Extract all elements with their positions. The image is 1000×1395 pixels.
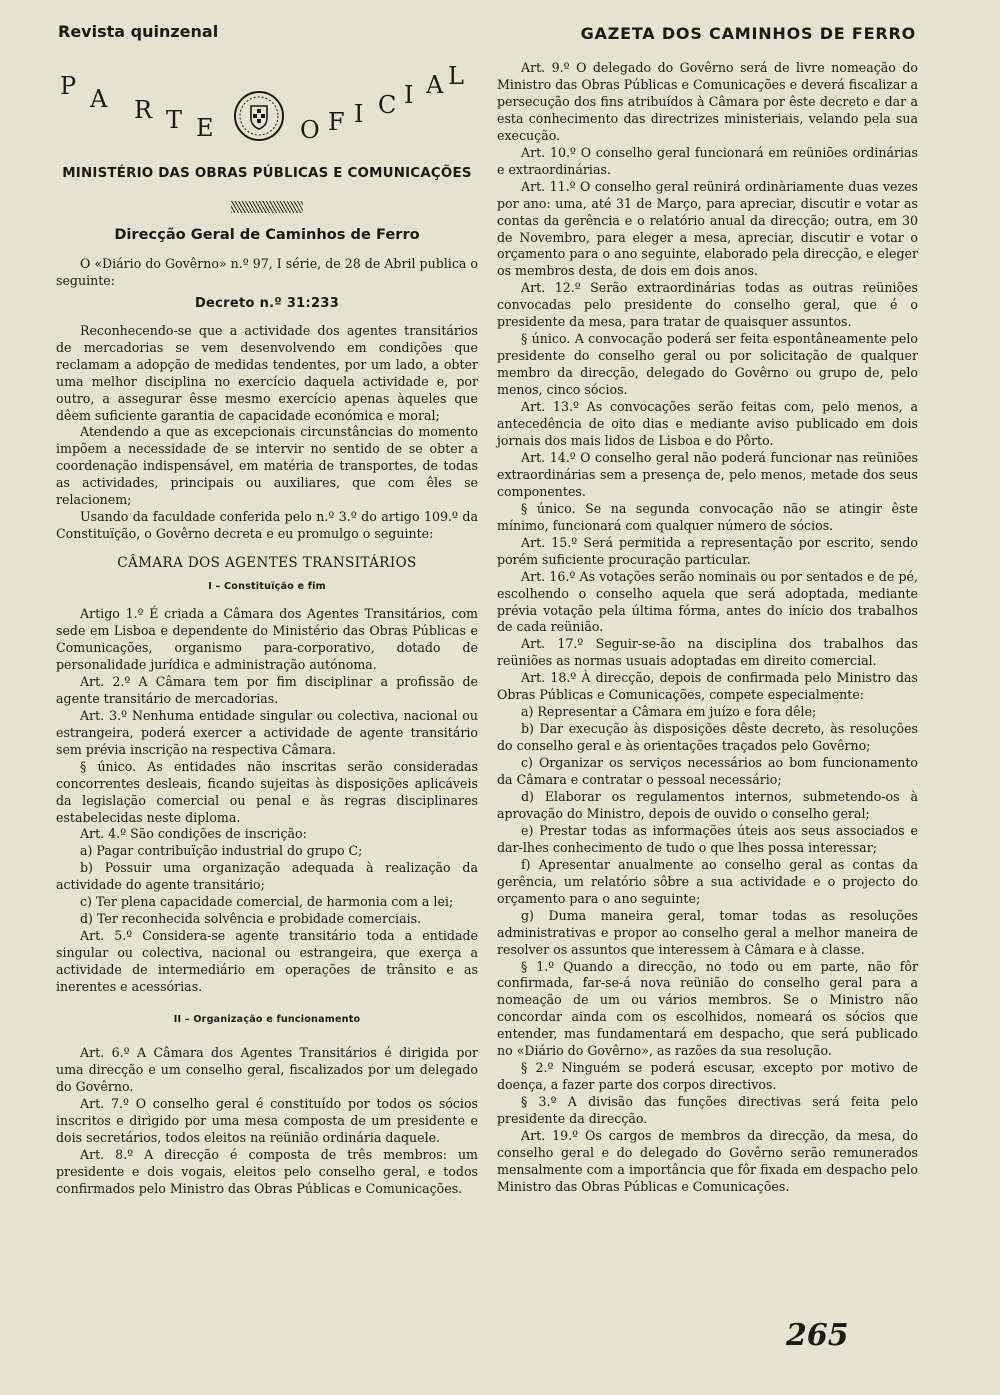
article-paragraph: Art. 17.º Seguir-se-ão na disciplina dos trabalhos das reüniões as normas usuais adoptadas em direito comercial. bbox=[497, 636, 918, 669]
banner-letter: E bbox=[196, 114, 215, 142]
article-paragraph: Art. 10.º O conselho geral funcionará em reüniões ordinárias e extraordinárias. bbox=[497, 144, 918, 177]
running-header-right: GAZETA DOS CAMINHOS DE FERRO bbox=[580, 24, 916, 43]
banner-letter: P bbox=[60, 72, 78, 100]
article-paragraph: Art. 11.º O conselho geral reünirá ordinàriamente duas vezes por ano: uma, até 31 de Março, para apreciar, discutir e votar as contas da gerência e o relatório anual da direcção; outra, em 30 de Novembro, para eleger a mesa, apreciar, discutir e votar o orçamento para o ano seguinte, elaborado pela direcção, e eleger os membros desta, de dois em dois anos. bbox=[497, 178, 918, 279]
article-paragraph: Art. 18.º À direcção, depois de confirmada pelo Ministro das Obras Públicas e Comunicações, compete especialmente: bbox=[497, 670, 918, 703]
hatched-divider bbox=[231, 201, 303, 213]
article-paragraph: d) Ter reconhecida solvência e probidade comerciais. bbox=[80, 911, 422, 927]
banner-letter: C bbox=[378, 91, 398, 119]
article-paragraph: Art. 12.º Serão extraordinárias todas as outras reüniões convocadas pelo presidente do conselho geral, que é o presidente da mesa, para tratar de quaisquer assuntos. bbox=[497, 280, 918, 330]
article-paragraph: Art. 6.º A Câmara dos Agentes Transitários é dirigida por uma direcção e um conselho geral, fiscalizados por um delegado do Govêrno. bbox=[56, 1044, 478, 1094]
banner-letter: A bbox=[426, 71, 445, 99]
ministry-heading: MINISTÉRIO DAS OBRAS PÚBLICAS E COMUNICAÇÕES bbox=[62, 166, 472, 181]
article-paragraph: e) Prestar todas as informações úteis aos seus associados e dar-lhes conhecimento de tudo o que lhes possa interessar; bbox=[497, 822, 918, 855]
preamble-paragraph: Usando da faculdade conferida pelo n.º 3.º do artigo 109.º da Constituïção, o Govêrno decreta e eu promulgo o seguinte: bbox=[56, 509, 478, 542]
banner-letter: F bbox=[328, 108, 346, 136]
article-paragraph: Art. 19.º Os cargos de membros da direcção, da mesa, do conselho geral e do delegado do Govêrno serão remunerados mensalmente com a importância que fôr fixada em despacho pelo Ministro das Obras Públicas e Comunicações. bbox=[497, 1128, 918, 1194]
article-paragraph: Art. 14.º O conselho geral não poderá funcionar nas reüniões extraordinárias sem a presença de, pelo menos, metade dos seus componentes. bbox=[497, 449, 918, 499]
section-heading-2: II – Organização e funcionamento bbox=[173, 1013, 361, 1025]
article-paragraph: Art. 5.º Considera-se agente transitário toda a entidade singular ou colectiva, nacional ou estrangeira, que exerça a actividade de intermediário em operações de trânsito e as inerentes e acessórias. bbox=[56, 928, 478, 995]
article-paragraph: § único. As entidades não inscritas serão consideradas concorrentes desleais, ficando sujeitas às disposições aplicáveis da legislação comercial ou penal e às regras disciplinares estabelecidas neste diploma. bbox=[56, 758, 478, 825]
article-paragraph: c) Ter plena capacidade comercial, de harmonia com a lei; bbox=[80, 894, 454, 910]
banner-letter: I bbox=[354, 100, 365, 128]
banner-letter: T bbox=[166, 106, 184, 134]
article-paragraph: Art. 3.º Nenhuma entidade singular ou colectiva, nacional ou estrangeira, poderá exercer a actividade de agente transitário sem prévia inscrição na respectiva Câmara. bbox=[56, 707, 478, 757]
article-paragraph: c) Organizar os serviços necessários ao bom funcionamento da Câmara e contratar o pessoal necessário; bbox=[497, 755, 918, 788]
article-paragraph: Art. 4.º São condições de inscrição: bbox=[80, 826, 307, 842]
section-heading-1: I – Constituïção e fim bbox=[208, 581, 326, 593]
article-paragraph: Art. 13.º As convocações serão feitas com, pelo menos, a antecedência de oito dias e mediante aviso publicado em dois jornais dos mais lidos de Lisboa e do Pôrto. bbox=[497, 399, 918, 448]
right-column bbox=[497, 60, 918, 1196]
article-paragraph: § 1.º Quando a direcção, no todo ou em parte, não fôr confirmada, far-se-á nova reünião do conselho geral para a nomeação de um ou vários membros. Se o Ministro não concordar ainda com os escolhidos, nomeará os sócios que entender, mas fundamentará em despacho, que será publicado no «Diário do Govêrno», as razões da sua resolução. bbox=[497, 958, 918, 1059]
article-paragraph: Art. 9.º O delegado do Govêrno será de livre nomeação do Ministro das Obras Públicas e Comunicações e deverá fiscalizar a persecução dos fins atribuídos à Câmara por êste decreto e dar a esta conhecimento das directrizes ministeriais, velando pela sua execução. bbox=[497, 60, 918, 143]
preamble-paragraph: Reconhecendo-se que a actividade dos agentes transitários de mercadorias se vem desenvolvendo em condições que reclamam a adopção de medidas tendentes, por um lado, a obter uma melhor disciplina no exercício daquela actividade e, por outro, a assegurar êsse mesmo exercício apenas àqueles que dêem suficiente garantia de capacidade económica e moral; bbox=[56, 322, 478, 423]
preamble-paragraph: Atendendo a que as excepcionais circunstâncias do momento impõem a necessidade de se intervir no sentido de se obter a coordenação indispensável, em matéria de transportes, de todas as actividades, principais ou auxiliares, que com êles se relacionem; bbox=[56, 424, 478, 508]
article-paragraph: b) Possuir uma organização adequada à realização da actividade do agente transitário; bbox=[56, 860, 478, 893]
parte-oficial-banner bbox=[56, 62, 478, 160]
article-paragraph: § 2.º Ninguém se poderá escusar, excepto por motivo de doença, a fazer parte dos corpos directivos. bbox=[497, 1060, 918, 1093]
article-paragraph: g) Duma maneira geral, tomar todas as resoluções administrativas e propor ao conselho geral a melhor maneira de resolver os assuntos que interessem à Câmara e à classe. bbox=[497, 907, 918, 957]
article-paragraph: Art. 8.º A direcção é composta de três membros: um presidente e dois vogais, eleitos pelo conselho geral, e todos confirmados pelo Ministro das Obras Públicas e Comunicações. bbox=[56, 1146, 478, 1196]
article-paragraph: Art. 7.º O conselho geral é constituído por todos os sócios inscritos e dirigido por uma mesa composta de um presidente e dois secretários, todos eleitos na reünião ordinária daquele. bbox=[56, 1095, 478, 1145]
page-number: 265 bbox=[786, 1318, 849, 1353]
article-paragraph: Art. 2.º A Câmara tem por fim disciplinar a profissão de agente transitário de mercadorias. bbox=[56, 673, 478, 706]
article-paragraph: d) Elaborar os regulamentos internos, submetendo-os à aprovação do Ministro, depois de ouvido o conselho geral; bbox=[497, 788, 918, 821]
article-paragraph: § 3.º A divisão das funções directivas será feita pelo presidente da direcção. bbox=[497, 1094, 918, 1127]
banner-letter: A bbox=[90, 85, 109, 113]
article-paragraph: § único. A convocação poderá ser feita espontâneamente pelo presidente do conselho geral ou por solicitação de qualquer membro da direcção, delegado do Govêrno ou grupo de, pelo menos, cinco sócios. bbox=[497, 331, 918, 398]
article-paragraph: § único. Se na segunda convocação não se atingir êste mínimo, funcionará com qualquer número de sócios. bbox=[497, 500, 918, 533]
banner-letter: O bbox=[300, 116, 321, 144]
banner-letter: L bbox=[448, 62, 465, 90]
article-paragraph: a) Representar a Câmara em juízo e fora dêle; bbox=[521, 704, 817, 720]
banner-letter: R bbox=[134, 96, 154, 124]
article-paragraph: Art. 16.º As votações serão nominais ou por sentados e de pé, escolhendo o conselho aquela que será adoptada, mediante prévia votação pela última fórma, antes do início dos trabalhos de cada reünião. bbox=[497, 568, 918, 635]
camara-title: CÂMARA DOS AGENTES TRANSITÁRIOS bbox=[117, 555, 417, 572]
intro-paragraph: O «Diário do Govêrno» n.º 97, I série, de 28 de Abril publica o seguinte: bbox=[56, 255, 478, 288]
article-paragraph: b) Dar execução às disposições dêste decreto, às resoluções do conselho geral e às orientações traçados pelo Govêrno; bbox=[497, 721, 918, 754]
coat-of-arms-icon bbox=[233, 90, 285, 142]
article-paragraph: Art. 15.º Será permitida a representação por escrito, sendo porém suficiente procuração particular. bbox=[497, 534, 918, 567]
article-paragraph: f) Apresentar anualmente ao conselho geral as contas da gerência, um relatório sôbre a sua actividade e o projecto do orçamento para o ano seguinte; bbox=[497, 856, 918, 906]
article-paragraph: Artigo 1.º É criada a Câmara dos Agentes Transitários, com sede em Lisboa e dependente do Ministério das Obras Públicas e Comunicações, organismo para-corporativo, dotado de personalidade jurídica e administração autónoma. bbox=[56, 606, 478, 672]
left-column bbox=[56, 60, 478, 1198]
direccao-heading: Direcção Geral de Caminhos de Ferro bbox=[114, 225, 420, 243]
decreto-title: Decreto n.º 31:233 bbox=[194, 295, 340, 311]
running-header-left: Revista quinzenal bbox=[58, 22, 219, 41]
banner-letter: I bbox=[404, 81, 415, 109]
article-paragraph: a) Pagar contribuïção industrial do grupo C; bbox=[80, 843, 363, 859]
